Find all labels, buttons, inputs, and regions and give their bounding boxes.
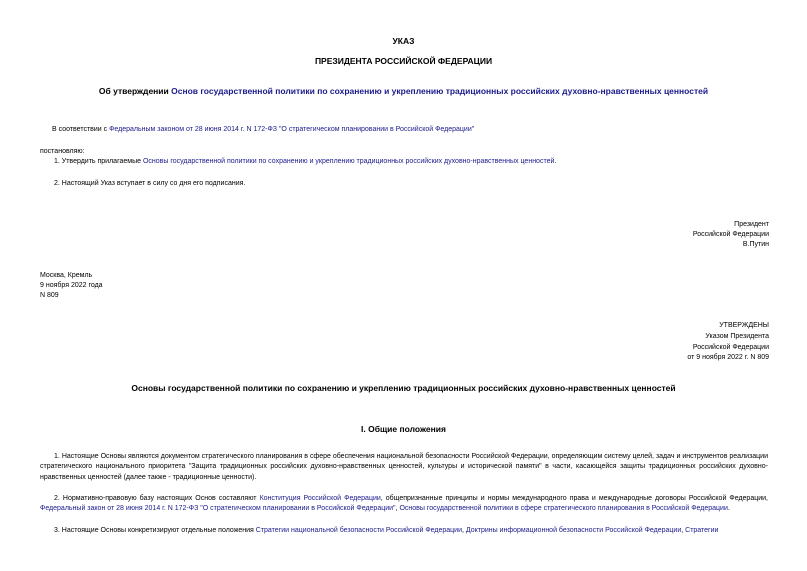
paragraph-2-text-b: , общепризнанные принципы и нормы международного права и международные договоры Российской Федерации, — [380, 495, 768, 502]
strategy-link[interactable]: Стратегии — [685, 527, 719, 534]
paragraph-3 — [40, 526, 768, 536]
planning-policy-link[interactable]: Основы государственной политики в сфере стратегического планирования в Российской Федерации — [399, 505, 728, 513]
osnovy-link[interactable]: Основы государственной политики по сохранению и укреплению традиционных российских духовно-нравственных ценностей — [142, 158, 555, 165]
paragraph-3-text-a: 3. Настоящие Основы конкретизируют отдельные положения — [54, 527, 256, 534]
decree-item-2: 2. Настоящий Указ вступает в силу со дня его подписания. — [54, 180, 246, 187]
paragraph-2-text-d: . — [727, 505, 730, 513]
paragraph-2 — [40, 494, 768, 515]
decree-item-1-text: 1. Утвердить прилагаемые — [54, 158, 143, 165]
paragraph-1: 1. Настоящие Основы являются документом стратегического планирования в сфере обеспечения национальной безопасности Российской Федерации, определяющим систему целей, задач и инструментов реализации стратегического национального приоритета "Защита традиционных российских духовно-нравственных ценностей, культуры и исторической памяти" в части, касающейся защиты традиционных российских духовно-нравственных ценностей (далее также - традиционные ценности). — [40, 453, 768, 481]
decree-title-link[interactable]: Основ государственной политики по сохранению и укреплению традиционных российских духовно-нравственных ценностей — [171, 86, 709, 96]
issuer-heading: ПРЕЗИДЕНТА РОССИЙСКОЙ ФЕДЕРАЦИИ — [314, 56, 493, 66]
decree-title-prefix: Об утверждении — [98, 86, 172, 96]
decree-item-1 — [54, 157, 556, 167]
approved-label: УТВЕРЖДЕНЫ — [719, 322, 769, 329]
decree-title — [0, 86, 807, 97]
decree-item-1-suffix: . — [554, 158, 557, 165]
info-security-doctrine-link[interactable]: Доктрины информационной безопасности Российской Федерации — [465, 527, 682, 534]
place-text: Москва, Кремль — [40, 272, 93, 279]
paragraph-2-text-c: , — [395, 505, 400, 513]
signature-country: Российской Федерации — [692, 231, 769, 238]
national-security-strategy-link[interactable]: Стратегии национальной безопасности Российской Федерации — [255, 527, 463, 534]
constitution-link[interactable]: Конституция Российской Федерации — [259, 495, 381, 502]
federal-law-172-link[interactable]: Федеральный закон от 28 июня 2014 г. N 172-ФЗ "О стратегическом планировании в Российской Федерации" — [40, 505, 396, 513]
approved-country: Российской Федерации — [692, 344, 769, 351]
federal-law-link[interactable]: Федеральным законом от 28 июня 2014 г. N 172-ФЗ "О стратегическом планировании в Российской Федерации" — [109, 126, 475, 133]
approved-date: от 9 ноября 2022 г. N 809 — [687, 354, 769, 361]
preamble-text: В соответствии с — [52, 126, 110, 133]
paragraph-3-text-c: , — [681, 527, 686, 534]
preamble — [52, 125, 474, 135]
paragraph-2-text-a: 2. Нормативно-правовую базу настоящих Основ составляют — [54, 495, 260, 502]
approved-by: Указом Президента — [705, 333, 769, 340]
decree-number: N 809 — [40, 292, 59, 299]
postanovlyayu-text: постановляю: — [40, 148, 85, 155]
signature-name: В.Путин — [742, 241, 769, 248]
annex-title: Основы государственной политики по сохранению и укреплению традиционных российских духовно-нравственных ценностей — [131, 383, 676, 393]
date-text: 9 ноября 2022 года — [40, 282, 103, 289]
doc-type-heading: УКАЗ — [392, 36, 415, 46]
paragraph-3-text-b: , — [462, 527, 466, 534]
signature-title: Президент — [734, 221, 769, 228]
section-heading: I. Общие положения — [361, 424, 446, 434]
